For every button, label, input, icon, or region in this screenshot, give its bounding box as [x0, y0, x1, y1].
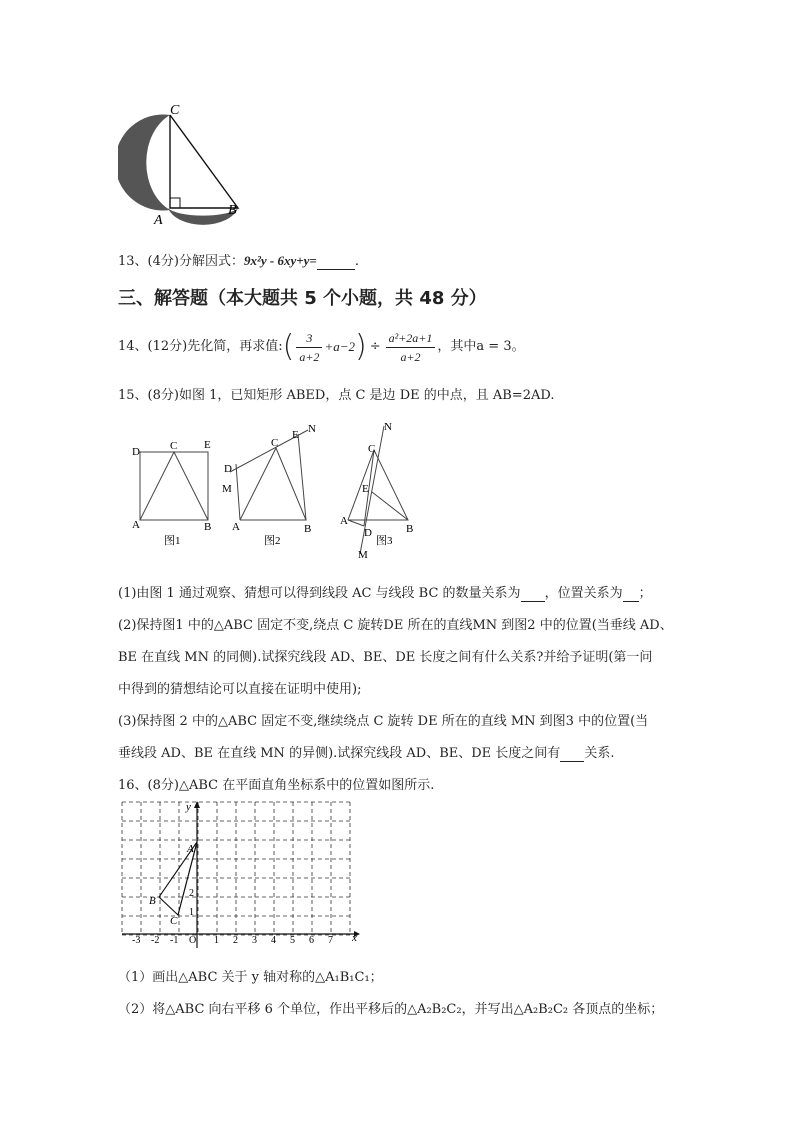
f1-C: C — [170, 440, 178, 452]
question-14 — [118, 322, 525, 372]
x-tick-labels — [132, 935, 333, 946]
grid-lines — [122, 802, 350, 935]
f2-B: B — [304, 523, 312, 535]
f2-caption: 图2 — [264, 535, 281, 547]
q14-f2-num: a²+2a+1 — [386, 329, 436, 348]
q16-sub2: （2）将△ABC 向右平移 6 个单位，作出平移后的△A₂B₂C₂，并写出△A₂B₂C₂ 各顶点的坐标； — [118, 1002, 664, 1017]
y-tick-2: 2 — [189, 888, 194, 899]
point-B: B — [149, 895, 156, 907]
f3-E: E — [362, 483, 369, 495]
q16-sub1: （1）画出△ABC 关于 y 轴对称的△A₁B₁C₁； — [118, 970, 383, 985]
figure-1 — [140, 452, 208, 520]
x-tick-label: 5 — [290, 935, 295, 946]
q13-answer-blank[interactable] — [317, 254, 355, 270]
question-16-stem: 16、(8分)△ABC 在平面直角坐标系中的位置如图所示. — [118, 778, 435, 793]
right-angle-mark — [170, 198, 180, 208]
point-A: A — [187, 843, 194, 855]
f3-B: B — [406, 523, 414, 535]
f1-A: A — [132, 519, 140, 531]
x-tick-label: -1 — [170, 935, 179, 946]
q14-fraction-1 — [296, 329, 322, 366]
f2-D: D — [224, 463, 232, 475]
section-3-title: 三、解答题（本大题共 5 个小题，共 48 分） — [118, 288, 487, 309]
x-tick-label: 4 — [271, 935, 276, 946]
label-A: A — [154, 213, 163, 228]
q15-figures — [118, 420, 418, 560]
q15-p3-l2b: 关系. — [584, 746, 615, 761]
figure-2 — [230, 430, 308, 520]
crescent-triangle-figure — [118, 100, 258, 230]
f3-caption: 图3 — [376, 535, 393, 547]
q15-part3-line2 — [118, 742, 614, 762]
question-15-stem: 15、(8分)如图 1，已知矩形 ABED，点 C 是边 DE 的中点，且 AB=2AD. — [118, 388, 555, 403]
q14-paren-close: ) — [354, 329, 367, 364]
x-tick-label: 3 — [252, 935, 257, 946]
q14-suffix: ，其中a = 3。 — [437, 339, 525, 354]
point-C: C — [170, 915, 178, 927]
q13-expr: 9x²y - 6xy+y= — [243, 253, 317, 268]
f3-A: A — [340, 515, 348, 527]
x-tick-label: -3 — [132, 935, 141, 946]
f1-D: D — [132, 446, 140, 458]
f3-C: C — [368, 443, 376, 455]
x-tick-label: 1 — [214, 935, 219, 946]
q14-fraction-2 — [386, 329, 436, 366]
f2-A: A — [232, 521, 240, 533]
q15-part2-line1: (2)保持图1 中的△ABC 固定不变,绕点 C 旋转DE 所在的直线MN 到图2 中的位置(当垂线 AD、 — [118, 618, 673, 633]
q15-part1 — [118, 582, 652, 602]
f3-N: N — [384, 421, 392, 433]
x-tick-label: -2 — [151, 935, 160, 946]
q15-blank-3[interactable] — [560, 746, 584, 762]
q15-part3-line1: (3)保持图 2 中的△ABC 固定不变,继续绕点 C 旋转 DE 所在的直线 MN 到图3 中的位置(当 — [118, 714, 649, 729]
q14-f1-num: 3 — [296, 329, 322, 348]
q15-p1b: ，位置关系为 — [544, 586, 623, 601]
x-tick-label: 7 — [328, 935, 333, 946]
q14-prefix: 14、(12分)先化简，再求值: — [118, 339, 283, 354]
triangle-outline — [170, 115, 238, 208]
f2-C: C — [271, 437, 279, 449]
label-C: C — [170, 103, 180, 118]
q15-part2-line3: 中得到的猜想结论可以直接在证明中使用); — [118, 682, 362, 697]
q13-end: . — [354, 254, 359, 269]
f3-M: M — [358, 549, 368, 560]
label-B: B — [228, 203, 237, 218]
q14-mid: +a−2 — [324, 339, 355, 354]
origin-label: O — [189, 935, 197, 946]
f2-M: M — [222, 483, 232, 495]
q15-blank-1[interactable] — [521, 586, 545, 602]
q15-blank-2[interactable] — [623, 586, 639, 602]
q14-div: ÷ — [369, 339, 381, 354]
q15-p3-l2a: 垂线段 AD、BE 在直线 MN 的异侧).试探究线段 AD、BE、DE 长度之间有 — [118, 746, 561, 761]
x-tick-label: 6 — [309, 935, 314, 946]
q14-f2-den: a+2 — [400, 349, 421, 364]
f1-E: E — [204, 439, 211, 451]
q14-f1-den: a+2 — [299, 349, 320, 364]
f2-N: N — [308, 423, 316, 435]
y-axis-label: y — [186, 801, 191, 813]
q13-prefix: 13、(4分)分解因式： — [118, 254, 244, 269]
f2-E: E — [292, 429, 299, 441]
f1-B: B — [204, 521, 212, 533]
question-13 — [118, 250, 359, 270]
coordinate-grid — [118, 800, 368, 950]
q15-p1c: ； — [638, 586, 652, 601]
q15-p1a: (1)由图 1 通过观察、猜想可以得到线段 AC 与线段 BC 的数量关系为 — [118, 586, 521, 601]
f3-D: D — [364, 527, 372, 539]
left-crescent — [118, 115, 170, 211]
q14-paren-open: ( — [282, 329, 295, 364]
q15-part2-line2: BE 在直线 MN 的同侧).试探究线段 AD、BE、DE 长度之间有什么关系?并给予证明(第一问 — [118, 650, 653, 665]
x-tick-label: 2 — [233, 935, 238, 946]
f1-caption: 图1 — [164, 535, 181, 547]
x-axis-label: x — [352, 932, 357, 944]
y-tick-1: 1 — [189, 907, 194, 918]
